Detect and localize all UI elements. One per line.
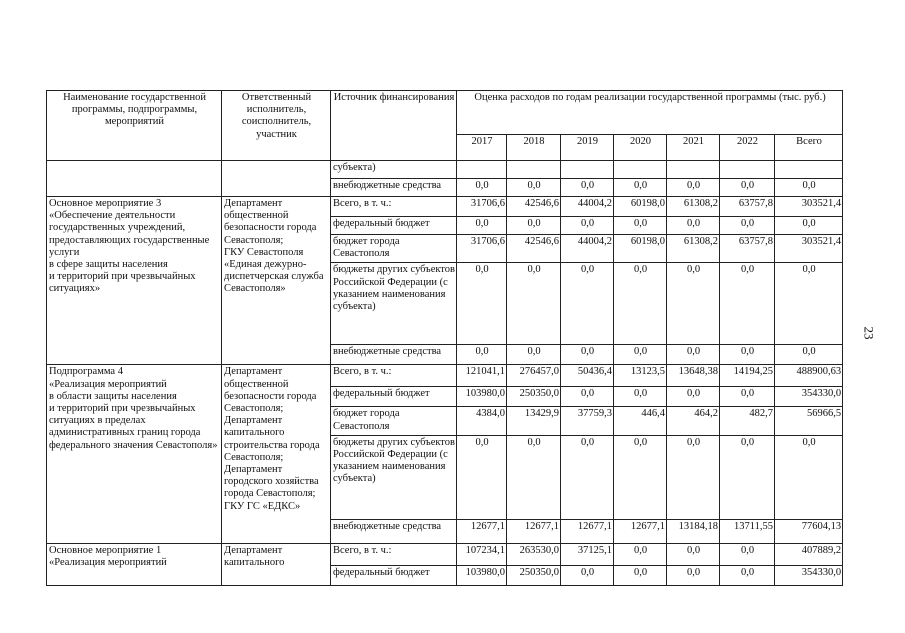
value-cell: 0,0 — [667, 263, 720, 345]
source-cell: федеральный бюджет — [331, 565, 457, 585]
value-cell: 60198,0 — [614, 235, 667, 263]
value-cell — [561, 161, 614, 179]
value-cell: 44004,2 — [561, 197, 614, 217]
value-cell: 0,0 — [507, 217, 561, 235]
value-cell: 0,0 — [614, 387, 667, 407]
value-cell: 0,0 — [720, 543, 775, 565]
value-cell: 63757,8 — [720, 235, 775, 263]
value-cell: 0,0 — [561, 565, 614, 585]
table-body — [47, 161, 843, 586]
table-row — [47, 543, 843, 565]
total-cell: 77604,13 — [775, 519, 843, 543]
value-cell — [457, 161, 507, 179]
value-cell — [775, 161, 843, 179]
value-cell: 42546,6 — [507, 235, 561, 263]
value-cell: 0,0 — [507, 345, 561, 365]
total-cell: 488900,63 — [775, 365, 843, 387]
value-cell: 0,0 — [614, 263, 667, 345]
value-cell: 0,0 — [667, 543, 720, 565]
budget-table — [46, 90, 843, 586]
total-cell: 354330,0 — [775, 387, 843, 407]
total-cell: 303521,4 — [775, 235, 843, 263]
value-cell: 12677,1 — [614, 519, 667, 543]
value-cell — [667, 161, 720, 179]
value-cell — [614, 161, 667, 179]
source-cell: бюджеты других субъектов Российской Федерации (с указанием наименования субъекта) — [331, 263, 457, 345]
value-cell: 61308,2 — [667, 197, 720, 217]
value-cell: 42546,6 — [507, 197, 561, 217]
total-cell: 303521,4 — [775, 197, 843, 217]
value-cell: 0,0 — [614, 217, 667, 235]
value-cell: 13123,5 — [614, 365, 667, 387]
value-cell: 121041,1 — [457, 365, 507, 387]
source-cell: бюджеты других субъектов Российской Федерации (с указанием наименования субъекта) — [331, 435, 457, 519]
value-cell: 0,0 — [507, 263, 561, 345]
table-row — [47, 161, 843, 179]
value-cell: 482,7 — [720, 407, 775, 435]
header-name: Наименование государственной программы, подпрограммы, мероприятий — [47, 91, 222, 161]
value-cell: 44004,2 — [561, 235, 614, 263]
value-cell: 276457,0 — [507, 365, 561, 387]
source-cell: внебюджетные средства — [331, 345, 457, 365]
value-cell: 250350,0 — [507, 387, 561, 407]
value-cell: 103980,0 — [457, 387, 507, 407]
header-year: 2021 — [667, 135, 720, 161]
page-number: 23 — [861, 326, 877, 340]
value-cell: 464,2 — [667, 407, 720, 435]
value-cell: 14194,25 — [720, 365, 775, 387]
value-cell: 263530,0 — [507, 543, 561, 565]
total-cell: 354330,0 — [775, 565, 843, 585]
value-cell: 0,0 — [720, 387, 775, 407]
value-cell: 250350,0 — [507, 565, 561, 585]
value-cell: 37125,1 — [561, 543, 614, 565]
program-name-cell: Подпрограмма 4 «Реализация мероприятий в области защиты населения и территорий при чрезвычайных ситуациях в пределах административных границ города федерального значения Севастополя» — [47, 365, 222, 543]
value-cell: 13429,9 — [507, 407, 561, 435]
source-cell: федеральный бюджет — [331, 387, 457, 407]
responsible-cell: Департамент общественной безопасности города Севастополя; Департамент капитального строительства города Севастополя; Департамент городского хозяйства города Севастополя; ГКУ ГС «ЕДКС» — [222, 365, 331, 543]
value-cell: 63757,8 — [720, 197, 775, 217]
value-cell: 103980,0 — [457, 565, 507, 585]
header-year: 2018 — [507, 135, 561, 161]
value-cell: 31706,6 — [457, 235, 507, 263]
value-cell: 0,0 — [667, 565, 720, 585]
value-cell: 0,0 — [667, 179, 720, 197]
program-name-cell: Основное мероприятие 1 «Реализация мероприятий — [47, 543, 222, 585]
source-cell: бюджет города Севастополя — [331, 235, 457, 263]
total-cell: 0,0 — [775, 435, 843, 519]
value-cell: 0,0 — [720, 345, 775, 365]
value-cell: 13184,18 — [667, 519, 720, 543]
value-cell: 0,0 — [457, 345, 507, 365]
table-row — [47, 365, 843, 387]
value-cell: 0,0 — [720, 217, 775, 235]
value-cell: 0,0 — [561, 217, 614, 235]
value-cell: 0,0 — [614, 179, 667, 197]
value-cell: 0,0 — [561, 387, 614, 407]
value-cell: 12677,1 — [507, 519, 561, 543]
value-cell: 61308,2 — [667, 235, 720, 263]
value-cell: 0,0 — [614, 543, 667, 565]
name-cell-blank — [47, 161, 222, 197]
value-cell: 0,0 — [561, 263, 614, 345]
header-estimate: Оценка расходов по годам реализации государственной программы (тыс. руб.) — [457, 91, 843, 135]
source-cell: внебюджетные средства — [331, 519, 457, 543]
total-cell: 56966,5 — [775, 407, 843, 435]
value-cell: 0,0 — [561, 179, 614, 197]
value-cell: 13711,55 — [720, 519, 775, 543]
value-cell — [720, 161, 775, 179]
table-header — [47, 91, 843, 161]
value-cell: 0,0 — [561, 345, 614, 365]
total-cell: 0,0 — [775, 345, 843, 365]
value-cell: 0,0 — [667, 345, 720, 365]
total-cell: 0,0 — [775, 263, 843, 345]
total-cell: 0,0 — [775, 217, 843, 235]
header-year: 2020 — [614, 135, 667, 161]
value-cell: 0,0 — [720, 565, 775, 585]
program-name-cell: Основное мероприятие 3 «Обеспечение деятельности государственных учреждений, предоставляющих государственные услуги в сфере защиты населения и территорий при чрезвычайных ситуациях» — [47, 197, 222, 365]
value-cell: 0,0 — [561, 435, 614, 519]
header-year: 2017 — [457, 135, 507, 161]
value-cell: 50436,4 — [561, 365, 614, 387]
source-cell: Всего, в т. ч.: — [331, 365, 457, 387]
responsible-cell: Департамент общественной безопасности города Севастополя; ГКУ Севастополя «Единая дежурно-диспетчерская служба Севастополя» — [222, 197, 331, 365]
value-cell: 0,0 — [457, 179, 507, 197]
source-cell: бюджет города Севастополя — [331, 407, 457, 435]
value-cell: 12677,1 — [457, 519, 507, 543]
value-cell: 0,0 — [457, 435, 507, 519]
responsible-cell: Департамент капитального — [222, 543, 331, 585]
value-cell: 0,0 — [507, 179, 561, 197]
source-cell: Всего, в т. ч.: — [331, 197, 457, 217]
value-cell: 107234,1 — [457, 543, 507, 565]
value-cell: 0,0 — [667, 217, 720, 235]
source-cell: федеральный бюджет — [331, 217, 457, 235]
value-cell: 446,4 — [614, 407, 667, 435]
header-year: 2022 — [720, 135, 775, 161]
value-cell: 0,0 — [720, 179, 775, 197]
value-cell: 13648,38 — [667, 365, 720, 387]
value-cell: 0,0 — [457, 263, 507, 345]
source-cell: субъекта) — [331, 161, 457, 179]
value-cell: 0,0 — [720, 263, 775, 345]
value-cell: 0,0 — [667, 435, 720, 519]
source-cell: внебюджетные средства — [331, 179, 457, 197]
value-cell — [507, 161, 561, 179]
value-cell: 0,0 — [667, 387, 720, 407]
value-cell: 0,0 — [457, 217, 507, 235]
value-cell: 0,0 — [720, 435, 775, 519]
value-cell: 31706,6 — [457, 197, 507, 217]
table-row — [47, 197, 843, 217]
value-cell: 60198,0 — [614, 197, 667, 217]
source-cell: Всего, в т. ч.: — [331, 543, 457, 565]
value-cell: 12677,1 — [561, 519, 614, 543]
header-source: Источник финансирования — [331, 91, 457, 161]
header-total: Всего — [775, 135, 843, 161]
value-cell: 0,0 — [775, 179, 843, 197]
responsible-cell-blank — [222, 161, 331, 197]
value-cell: 0,0 — [614, 435, 667, 519]
value-cell: 0,0 — [507, 435, 561, 519]
value-cell: 0,0 — [614, 565, 667, 585]
header-responsible: Ответственный исполнитель, соисполнитель, участник — [222, 91, 331, 161]
value-cell: 37759,3 — [561, 407, 614, 435]
value-cell: 4384,0 — [457, 407, 507, 435]
total-cell: 407889,2 — [775, 543, 843, 565]
value-cell: 0,0 — [614, 345, 667, 365]
header-year: 2019 — [561, 135, 614, 161]
